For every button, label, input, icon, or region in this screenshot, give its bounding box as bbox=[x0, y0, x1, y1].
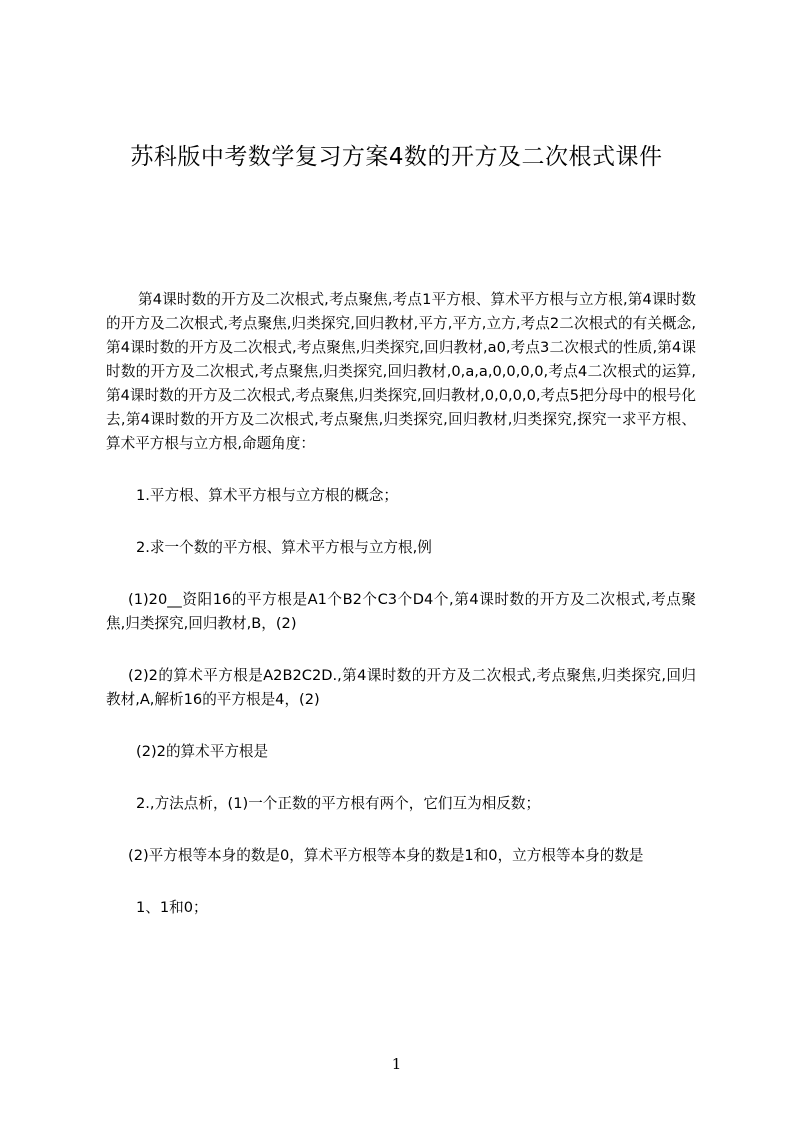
body-paragraph-4: (1)20__资阳16的平方根是A1个B2个C3个D4个,第4课时数的开方及二次根式,考点聚焦,归类探究,回归教材,B，(2) bbox=[106, 591, 696, 632]
body-paragraph-8: (2)平方根等本身的数是0，算术平方根等本身的数是1和0，立方根等本身的数是 bbox=[128, 847, 644, 864]
page-number: 1 bbox=[391, 1055, 402, 1073]
document-title: 苏科版中考数学复习方案4数的开方及二次根式课件 bbox=[130, 144, 663, 170]
document-body bbox=[106, 288, 696, 920]
body-paragraph-1: 第4课时数的开方及二次根式,考点聚焦,考点1平方根、算术平方根与立方根,第4课时数的开方及二次根式,考点聚焦,归类探究,回归教材,平方,平方,立方,考点2二次根式的有关概念,第4课时数的开方及二次根式,考点聚焦,归类探究,回归教材,a0,考点3二次根式的性质,第4课时数的开方及二次根式,考点聚焦,归类探究,回归教材,0,a,a,0,0,0,0,考点4二次根式的运算,第4课时数的开方及二次根式,考点聚焦,归类探究,回归教材,0,0,0,0,考点5把分母中的根号化去,第4课时数的开方及二次根式,考点聚焦,归类探究,回归教材,归类探究,探究一求平方根、算术平方根与立方根,命题角度： bbox=[106, 291, 696, 452]
body-paragraph-5: (2)2的算术平方根是A2B2C2D.,第4课时数的开方及二次根式,考点聚焦,归类探究,回归教材,A,解析16的平方根是4，(2) bbox=[106, 667, 696, 708]
body-paragraph-3: 2.求一个数的平方根、算术平方根与立方根,例 bbox=[136, 539, 432, 556]
body-paragraph-6: (2)2的算术平方根是 bbox=[136, 743, 269, 760]
body-paragraph-2: 1.平方根、算术平方根与立方根的概念； bbox=[136, 487, 399, 504]
body-paragraph-7: 2.,方法点析，(1)一个正数的平方根有两个，它们互为相反数； bbox=[136, 795, 541, 812]
body-paragraph-9: 1、1和0； bbox=[136, 899, 208, 916]
